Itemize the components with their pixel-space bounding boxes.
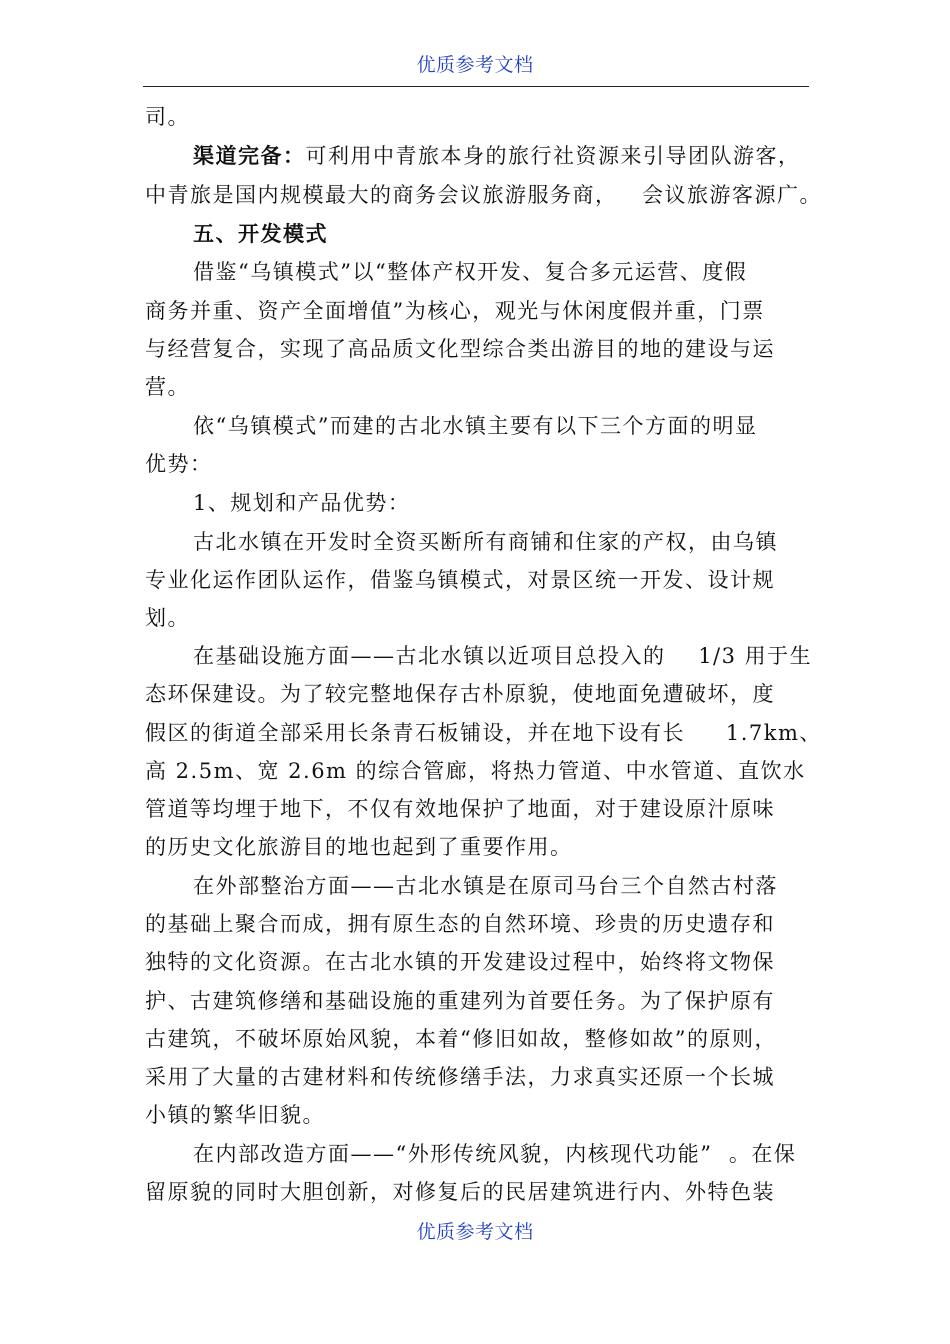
page-header: 优质参考文档 [416,54,534,76]
text-line: 专业化运作团队运作，借鉴乌镇模式，对景区统一开发、设计规 [145,568,775,592]
text-line: 古建筑，不破坏原始风貌，本着“修旧如故，整修如故”的原则， [145,1027,777,1051]
text-line: 的历史文化旅游目的地也起到了重要作用。 [145,835,573,859]
text-line: 态环保建设。为了较完整地保存古朴原貌，使地面免遭破坏，度 [145,682,775,706]
text-line: 与经营复合，实现了高品质文化型综合类出游目的地的建设与运 [145,337,775,361]
text-line: 管道等均埋于地下，不仅有效地保护了地面，对于建设原汁原味 [145,797,775,821]
text-line: 独特的文化资源。在古北水镇的开发建设过程中，始终将文物保 [145,950,775,974]
text-line: 中青旅是国内规模最大的商务会议旅游服务商， 会议旅游客源广。 [145,183,823,207]
text-line: 小镇的繁华旧貌。 [145,1103,325,1127]
text-line: 划。 [145,606,190,630]
subheading: 1、规划和产品优势： [193,491,411,515]
text-line: 的基础上聚合而成，拥有原生态的自然环境、珍贵的历史遗存和 [145,912,775,936]
text-line: 假区的街道全部采用长条青石板铺设，并在地下设有长 1.7km、 [145,721,822,745]
paragraph-channel [193,142,801,170]
text-line: 营。 [145,375,190,399]
text-line: 依“乌镇模式”而建的古北水镇主要有以下三个方面的明显 [193,414,758,438]
text-line: 在外部整治方面——古北水镇是在原司马台三个自然古村落 [193,874,778,898]
bold-lead: 渠道完备： [193,143,306,168]
text-line: 在基础设施方面——古北水镇以近项目总投入的 1/3 用于生 [193,644,813,668]
text-line: 古北水镇在开发时全资买断所有商铺和住家的产权，由乌镇 [193,530,778,554]
text-line: 在内部改造方面——“外形传统风貌，内核现代功能” 。在保 [193,1142,797,1166]
text-line: 优势： [145,452,213,476]
section-heading: 五、开发模式 [193,221,328,246]
header-divider [143,86,809,87]
text-line: 商务并重、资产全面增值”为核心，观光与休闲度假并重，门票 [145,299,765,323]
page-footer: 优质参考文档 [416,1221,534,1243]
text-line: 可利用中青旅本身的旅行社资源来引导团队游客， [305,144,801,168]
text-line: 留原貌的同时大胆创新，对修复后的民居建筑进行内、外特色装 [145,1180,775,1204]
text-line: 采用了大量的古建材料和传统修缮手法，力求真实还原一个长城 [145,1065,775,1089]
text-line: 高 2.5m、宽 2.6m 的综合管廊，将热力管道、中水管道、直饮水 [145,759,806,783]
text-line: 借鉴“乌镇模式”以“整体产权开发、复合多元运营、度假 [193,260,748,284]
text-line: 司。 [145,105,190,129]
text-line: 护、古建筑修缮和基础设施的重建列为首要任务。为了保护原有 [145,989,775,1013]
